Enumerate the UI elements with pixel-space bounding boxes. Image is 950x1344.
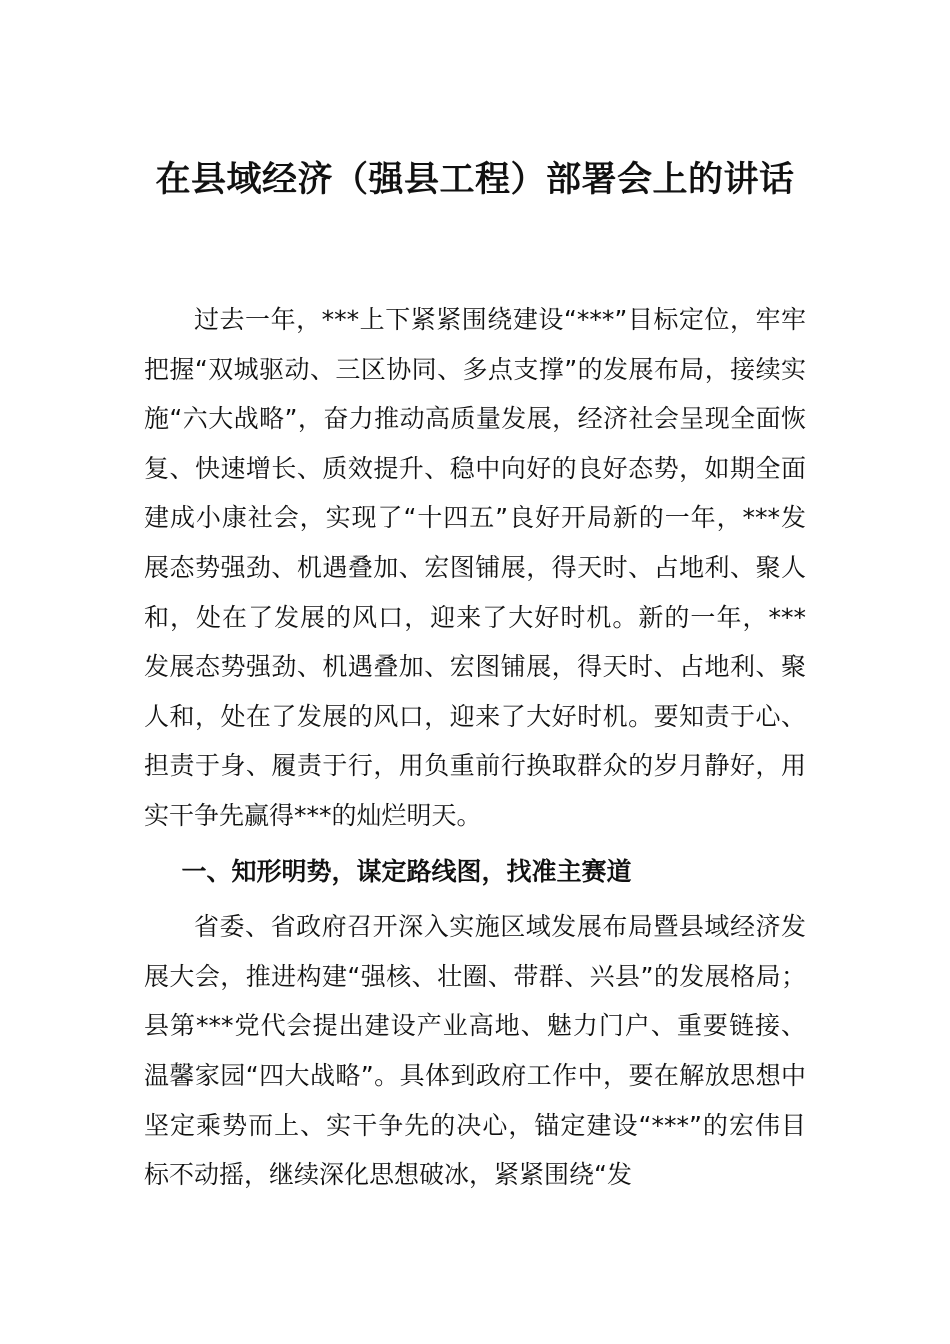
body-paragraph: 过去一年，***上下紧紧围绕建设“***”目标定位，牢牢把握“双城驱动、三区协同、多点支撑”的发展布局，接续实施“六大战略”，奋力推动高质量发展，经济社会呈现全面恢复、快速增长、质效提升、稳中向好的良好态势，如期全面建成小康社会，实现了“十四五”良好开局新的一年，***发展态势强劲、机遇叠加、宏图铺展，得天时、占地利、聚人和，处在了发展的风口，迎来了大好时机。新的一年，***发展态势强劲、机遇叠加、宏图铺展，得天时、占地利、聚人和，处在了发展的风口，迎来了大好时机。要知责于心、担责于身、履责于行，用负重前行换取群众的岁月静好，用实干争先赢得***的灿烂明天。 — [144, 305, 806, 830]
section-heading: 一、知形明势，谋定路线图，找准主赛道 — [181, 856, 632, 886]
document-body — [144, 295, 806, 1200]
section-paragraph: 省委、省政府召开深入实施区域发展布局暨县域经济发展大会，推进构建“强核、壮圈、带群、兴县”的发展格局；县第***党代会提出建设产业高地、魅力门户、重要链接、温馨家园“四大战略”。具体到政府工作中，要在解放思想中坚定乘势而上、实干争先的决心，锚定建设“***”的宏伟目标不动摇，继续深化思想破冰，紧紧围绕“发 — [144, 912, 806, 1190]
document-title: 在县域经济（强县工程）部署会上的讲话 — [155, 160, 795, 200]
